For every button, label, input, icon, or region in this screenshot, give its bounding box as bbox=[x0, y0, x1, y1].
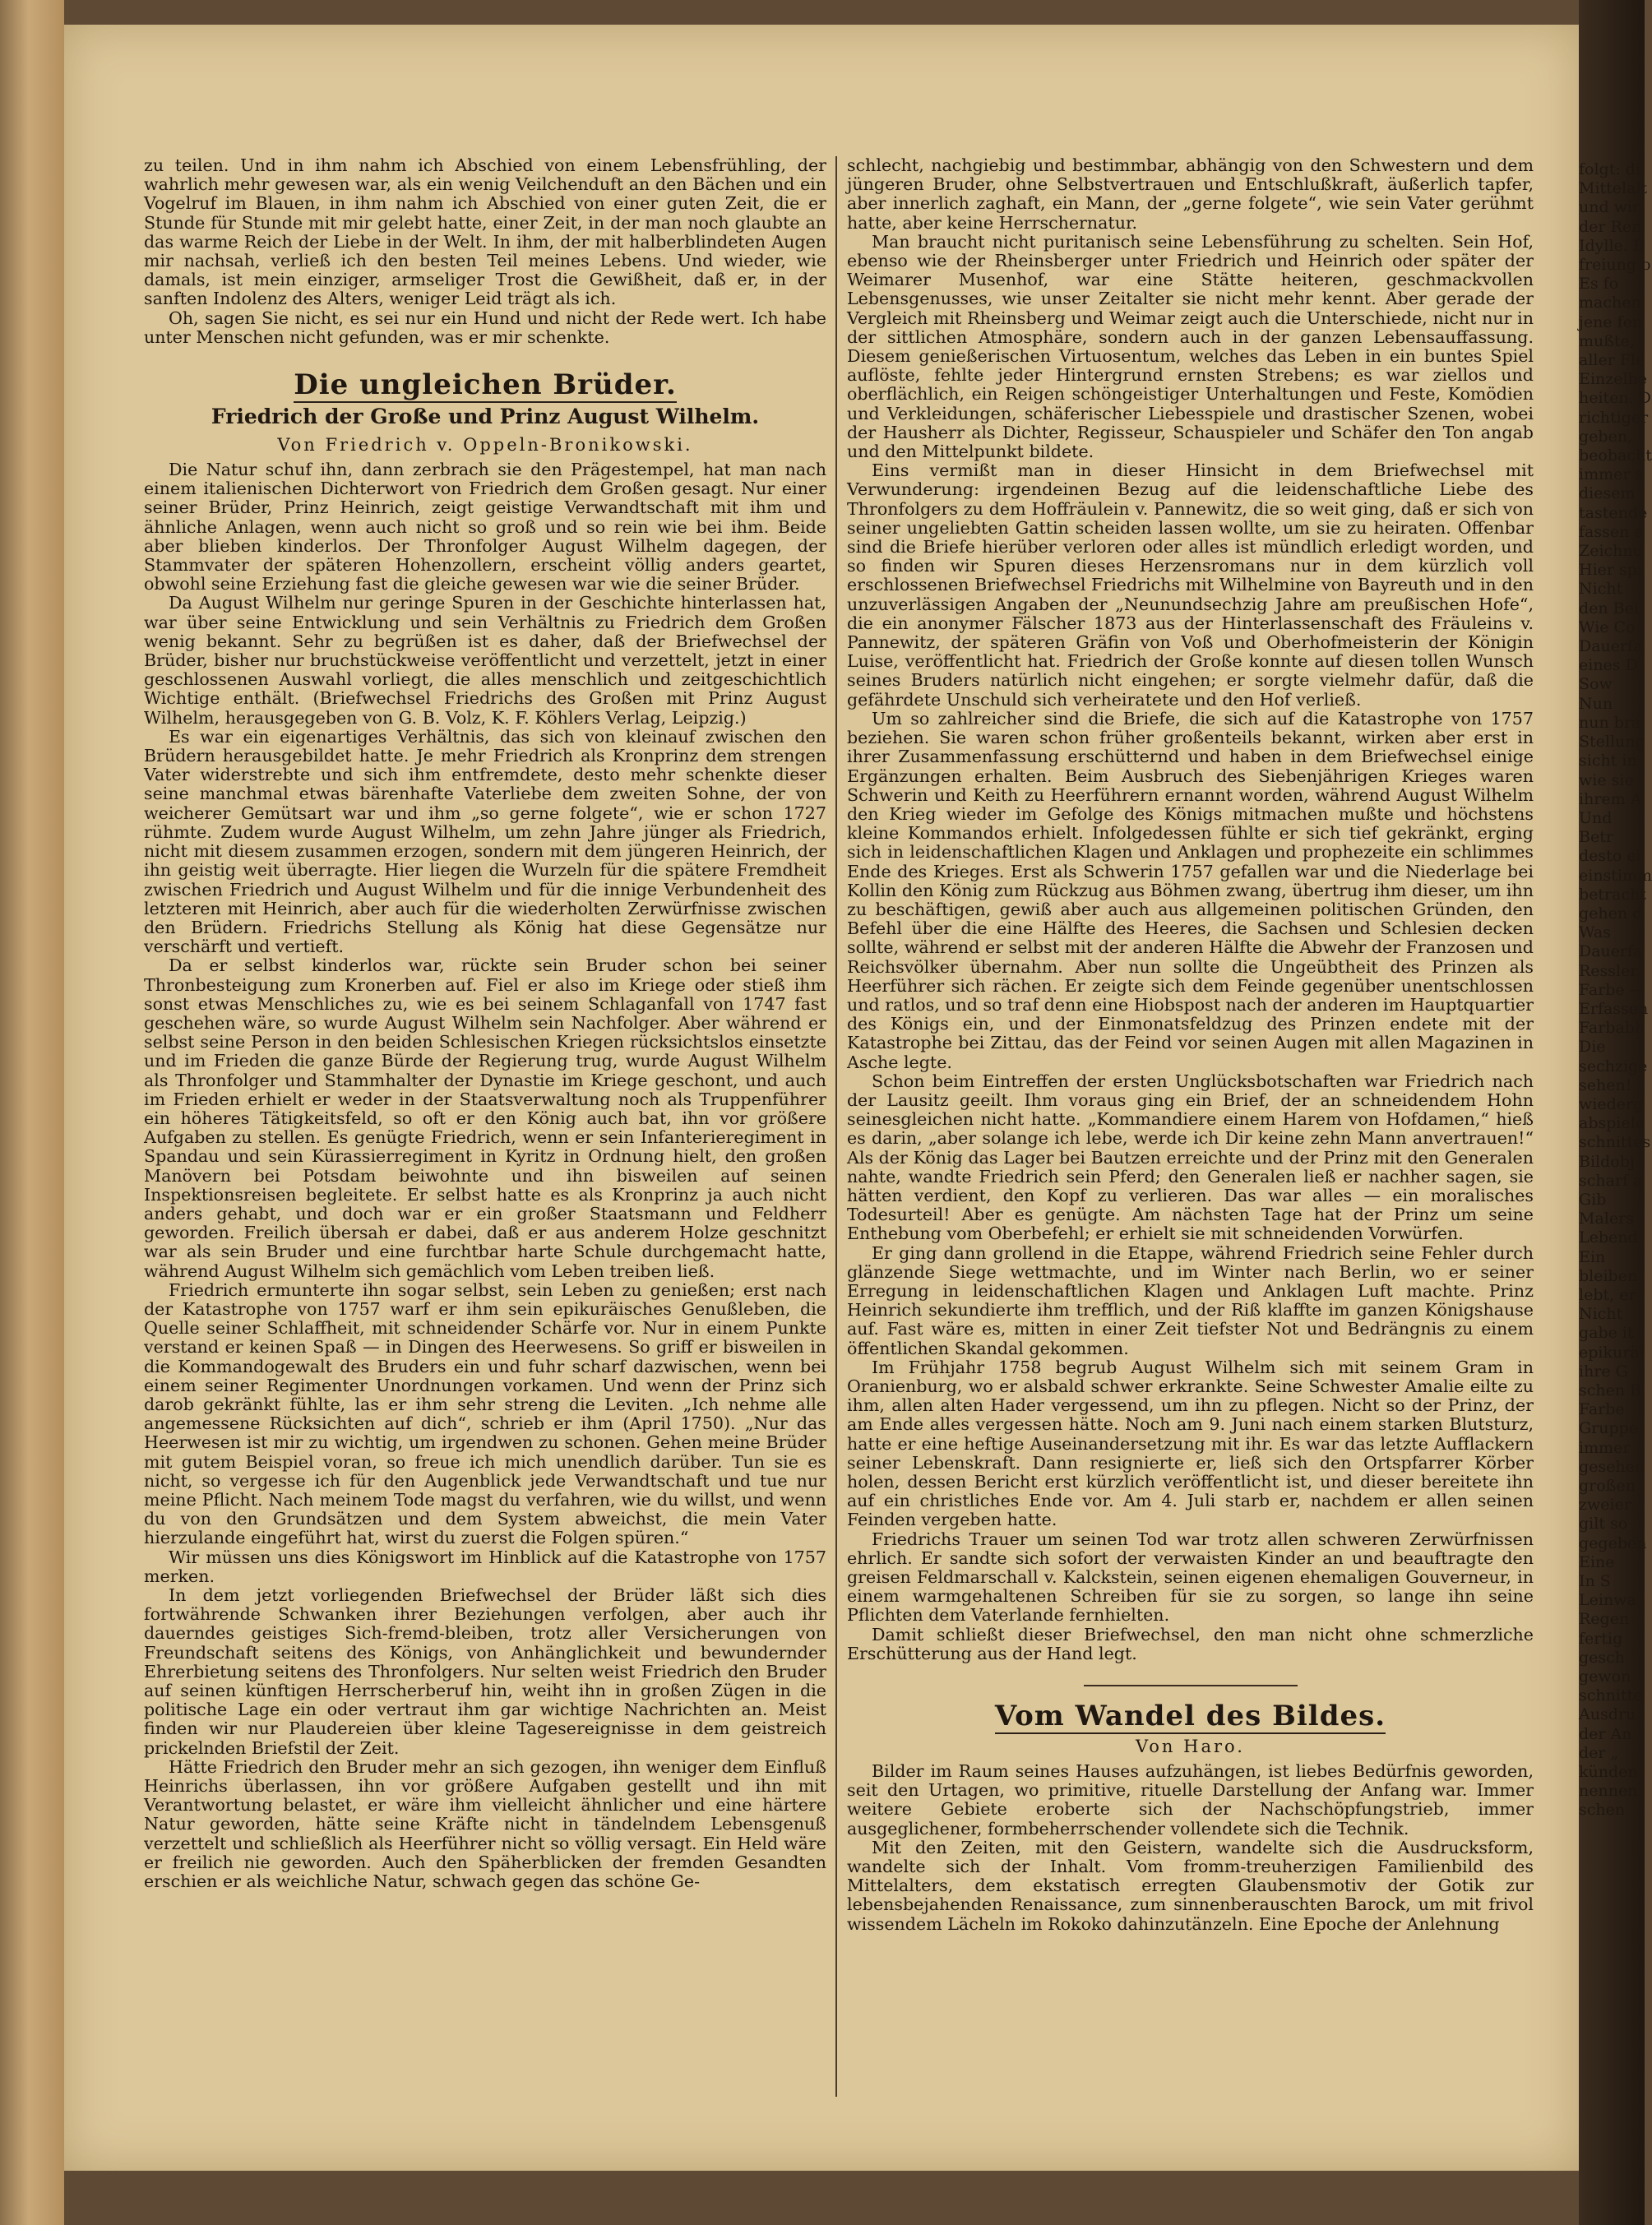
article-title: Vom Wandel des Bildes. bbox=[994, 1700, 1386, 1733]
next-page-fragment: In S bbox=[1579, 1572, 1611, 1591]
next-page-fragment: Eine bbox=[1579, 1552, 1615, 1571]
next-page-fragment: wie sie bbox=[1579, 770, 1634, 789]
next-page-fragment: immer s bbox=[1579, 465, 1644, 484]
next-page-fragment: tastende bbox=[1579, 503, 1648, 522]
next-page-fragment: Die bbox=[1579, 1038, 1606, 1057]
article-byline: Von Haro. bbox=[1136, 1737, 1245, 1757]
next-page-fragment: betracht bbox=[1579, 885, 1646, 904]
next-page-fragment: Nun bbox=[1579, 694, 1613, 713]
next-page-fragment: Und bbox=[1579, 808, 1613, 827]
article-paragraph: Mit den Zeiten, mit den Geistern, wandelte sich die Ausdrucksform, wandelte sich der Inhalt. Vom fromm-treuherzigen Familienbild des Mittelalters, dem ekstatisch erregten Glaubensmotiv der Gotik zur lebensbejahenden Renaissance, zum sinnenberauschten Barock, um mit frivol wissendem Lächeln im Rokoko dahinzutänzeln. Eine Epoche der Anlehnung bbox=[847, 1837, 1534, 1934]
next-page-fragment: Gib bbox=[1579, 1190, 1607, 1209]
next-page-fragment: Ein bbox=[1579, 1247, 1606, 1266]
next-page-fragment: Mittelalt bbox=[1579, 179, 1648, 198]
article-paragraph: Es war ein eigenartiges Verhältnis, das sich von kleinauf zwischen den Brüdern herausgebildet hatte. Je mehr Friedrich als Kronprinz dem strengen Vater widerstrebte und sich ihm entfremdete, desto mehr schenkte dieser seine manchmal etwas bärenhafte Vaterliebe dem zweiten Sohne, der von weicherer Gemütsart war und ihm „so gerne folgete“, wie er schon 1727 rühmte. Zudem wurde August Wilhelm, um zehn Jahre jünger als Friedrich, nicht mit diesem zusammen erzogen, sondern mit dem jüngeren Heinrich, der ihn geistig weit überragte. Hier liegen die Wurzeln für die spätere Fremdheit zwischen Friedrich und August Wilhelm und für die innige Verbundenheit des letzteren mit Heinrich, aber auch für die wiederholten Zerwürfnisse zwischen den Brüdern. Friedrichs Stellung als König hat diese Gegensätze nur verschärft und vertieft. bbox=[144, 726, 826, 957]
next-page-fragment: diesem bbox=[1579, 484, 1636, 503]
next-page-fragment: Erfassen bbox=[1579, 999, 1649, 1018]
article-paragraph: Damit schließt dieser Briefwechsel, den man nicht ohne schmerzliche Erschütterung aus der Hand legt. bbox=[847, 1624, 1534, 1663]
next-page-fragment: der Ren bbox=[1579, 217, 1642, 236]
article-paragraph: Im Frühjahr 1758 begrub August Wilhelm sich mit seinem Gram in Oranienburg, wo er alsbald schwer erkrankte. Seine Schwester Amalie eilte zu ihm, allen alten Hader vergessend, um ihn zu pflegen. Nicht so der Prinz, der am Ende alles vergessen hätte. Noch am 9. Juni nach einem starken Blutsturz, hatte er eine heftige Auseinandersetzung mit ihr. Es war das letzte Aufflackern seiner Lebenskraft. Dann resignierte er, ließ sich den Ortspfarrer Körber holen, dessen Bericht erst kürzlich veröffentlicht ist, und dieser bereitete ihn auf ein christliches Ende vor. Am 4. Juli starb er, nachdem er allen seinen Feinden vergeben hatte. bbox=[847, 1357, 1534, 1530]
next-page-fragment: wiederg bbox=[1579, 1094, 1644, 1113]
article-title: Die ungleichen Brüder. bbox=[294, 368, 677, 402]
next-page-fragment: ihre G bbox=[1579, 1362, 1628, 1381]
next-page-fragment: Ressler. bbox=[1579, 961, 1641, 980]
next-page-fragment: ihrem A bbox=[1579, 789, 1642, 808]
next-page-fragment: Bildobj bbox=[1579, 1152, 1635, 1171]
article-paragraph: Eins vermißt man in dieser Hinsicht in dem Briefwechsel mit Verwunderung: irgendeinen Bezug auf die leidenschaftliche Liebe des Thronfolgers zu dem Hoffräulein v. Pannewitz, die so weit ging, daß er sich von seiner ungeliebten Gattin scheiden lassen wollte, um sie zu heiraten. Offenbar sind die Briefe hierüber verloren oder alles ist mündlich erledigt worden, und so finden wir Spuren dieses Herzensromans nur in dem kürzlich voll erschlossenen Briefwechsel Friedrichs mit Wilhelmine von Bayreuth und in den unzuverlässigen Angaben der „Neunundsechzig Jahre am preußischen Hofe“, die ein anonymer Fälscher 1873 aus der Hinterlassenschaft des Fräuleins v. Pannewitz, der späteren Gräfin von Voß und Oberhofmeisterin der Königin Luise, veröffentlicht hat. Friedrich der Große konnte auf diesen tollen Wunsch seines Bruders natürlich nicht eingehen; er sorgte vielmehr dafür, daß die gefährdete Unschuld sich verheiratete und den Hof verließ. bbox=[847, 460, 1534, 710]
next-page-fragment: schnitte bbox=[1579, 1686, 1643, 1705]
article-paragraph: Hätte Friedrich den Bruder mehr an sich gezogen, ihn weniger dem Einfluß Heinrichs überlassen, ihn vor größere Aufgaben gestellt und ihn mit Verantwortung belastet, er wäre ihm vielleicht ähnlicher und eine härtere Natur geworden, hätte seine Kräfte nicht in tändelndem Lebensgenuß verzettelt und schließlich als Heerführer nicht so völlig versagt. Ein Held wäre er freilich nie geworden. Auch den Späherblicken der fremden Gesandten erschien er als weichliche Natur, schwach gegen das schöne Ge- bbox=[144, 1756, 826, 1892]
next-page-fragment: sechzige bbox=[1579, 1057, 1648, 1075]
next-page-fragment: machen bbox=[1579, 294, 1641, 312]
next-page-fragment: sicht in bbox=[1579, 752, 1637, 770]
next-page-fragment: Dauerfa bbox=[1579, 637, 1643, 656]
next-page-fragment: Idylle. D bbox=[1579, 236, 1646, 255]
next-page-fragment: richtiger bbox=[1579, 408, 1649, 427]
left-column bbox=[144, 156, 826, 1891]
next-page-fragment: schen B bbox=[1579, 1381, 1642, 1399]
next-page-fragment: Leinwa bbox=[1579, 1591, 1636, 1610]
next-page-fragment: Hier spr bbox=[1579, 561, 1645, 580]
article-paragraph: Bilder im Raum seines Hauses aufzuhängen, ist liebes Bedürfnis geworden, seit den Urtagen, wo primitive, rituelle Darstellung der Anfang war. Immer weitere Gebiete eroberte sich der Nachschöpfungstrieb, immer ausgeglichener, formbeherrschender vollendete sich die Technik. bbox=[847, 1761, 1534, 1839]
section-divider bbox=[1084, 1685, 1298, 1686]
article-paragraph: Er ging dann grollend in die Etappe, während Friedrich seine Fehler durch glänzende Siege wettmachte, und im Winter nach Berlin, wo er seiner Erregung in leidenschaftlichen Klagen und Anklagen Luft machte. Prinz Heinrich sekundierte ihm trefflich, und der Riß klaffte im ganzen Königshause auf. Fast wäre es, mitten in einer Zeit tiefster Not und Bedrängnis zu einem öffentlichen Skandal gekommen. bbox=[847, 1242, 1534, 1358]
article-paragraph: schlecht, nachgiebig und bestimmbar, abhängig von den Schwestern und dem jüngeren Bruder, ohne Selbstvertrauen und Entschlußkraft, äußerlich tapfer, aber innerlich zaghaft, ein Mann, der „gerne folgete“, wie sein Vater gerühmt hatte, aber keine Herrschernatur. bbox=[847, 155, 1534, 233]
next-page-fragment: Einzelhe bbox=[1579, 370, 1647, 389]
next-page-fragment: der „ bbox=[1579, 1743, 1619, 1762]
next-page-fragment: freiung o bbox=[1579, 256, 1651, 275]
article-paragraph: Da er selbst kinderlos war, rückte sein Bruder schon bei seiner Thronbesteigung zum Kronerben auf. Fiel er also im Kriege oder stieß ihm sonst etwas Menschliches zu, wie es bei seinem Schlaganfall von 1747 fast geschehen wäre, so wurde August Wilhelm sein Nachfolger. Aber während er selbst seine Person in den beiden Schlesischen Kriegen rücksichtslos einsetzte und im Frieden die ganze Bürde der Regierung trug, wurde August Wilhelm als Thronfolger und Stammhalter der Dynastie im Kriege geschont, und auch im Frieden erhielt er weder in der Staatsverwaltung noch als Truppenführer ein höheres Tätigkeitsfeld, so oft er den König auch bat, ihn vor größere Aufgaben zu stellen. Es genügte Friedrich, wenn er sein Infanterieregiment in Spandau und sein Kürassierregiment in Kyritz in Ordnung hielt, den großen Manövern bei Potsdam beiwohnte und ihn bisweilen auf seinen Inspektionsreisen begleitete. Er selbst hatte es als Kronprinz ja auch nicht anders gehabt, und doch war er ein großer Staatsmann und Feldherr geworden. Freilich übersah er dabei, daß er aus anderem Holze geschnitzt war als sein Bruder und eine furchtbar harte Schule durchgemacht hatte, während August Wilhelm sich gemächlich vom Leben treiben ließ. bbox=[144, 955, 826, 1281]
next-page-fragment: jene fen bbox=[1579, 312, 1643, 331]
next-page-fragment: Es fo bbox=[1579, 275, 1619, 294]
next-page-fragment: geben, bbox=[1579, 427, 1633, 446]
next-page-fragment: scharf a bbox=[1579, 1171, 1643, 1190]
article-paragraph: Um so zahlreicher sind die Briefe, die sich auf die Katastrophe von 1757 beziehen. Sie waren schon früher großenteils bekannt, wirken aber erst in ihrer Zusammenfassung erschütternd und haben in dem Briefwechsel einige Ergänzungen erhalten. Beim Ausbruch des Siebenjährigen Krieges waren Schwerin und Keith zu Heerführern ernannt worden, während August Wilhelm den Krieg wieder im Gefolge des Königs mitmachen mußte und höchstens kleine Kommandos erhielt. Infolgedessen fühlte er sich tief gekränkt, erging sich in leidenschaftlichen Klagen und Anklagen und prophezeite ein schlimmes Ende des Krieges. Erst als Schwerin 1757 gefallen war und die Niederlage bei Kollin den König zum Rückzug aus Böhmen zwang, übertrug ihm dieser, um ihn zu beschäftigen, gewiß aber auch aus allgemeinen politischen Gründen, den Befehl über die eine Hälfte des Heeres, die Sachsen und Schlesien decken sollte, während er selbst mit der anderen Hälfte die Abwehr der Franzosen und Reichsvölker übernahm. Aber nun sollte die Ungeübtheit des Prinzen als Heerführer sich rächen. Er zeigte sich dem Feinde gegenüber unentschlossen und ratlos, und so traf denn eine Hiobspost nach der anderen im Hauptquartier des Königs ein, und der Einmonatsfeldzug des Prinzen endete mit der Katastrophe bei Zittau, das der Feind vor seinen Augen mit allen Magazinen in Asche legte. bbox=[847, 708, 1534, 1072]
next-page-fragment: zweier bbox=[1579, 1496, 1631, 1515]
next-page-fragment: Lebend bbox=[1579, 1228, 1638, 1247]
next-page-fragment: Farbe bbox=[1579, 1400, 1625, 1419]
next-page-fragment: bleiben bbox=[1579, 1266, 1638, 1285]
next-page-fragment: fassen a bbox=[1579, 522, 1644, 541]
next-page-fragment: künden bbox=[1579, 1763, 1638, 1782]
next-page-fragment: gabe it bbox=[1579, 1324, 1634, 1343]
next-page-fragment: fertig bbox=[1579, 1629, 1623, 1648]
next-page-fragment: immer bbox=[1579, 1438, 1631, 1457]
article-paragraph: In dem jetzt vorliegenden Briefwechsel der Brüder läßt sich dies fortwährende Schwanken ihrer Beziehungen verfolgen, aber auch ihr dauerndes geistiges Sich-fremd-bleiben, trotz aller Versicherungen von Freundschaft seitens des Königs, von Anhänglichkeit und bewundernder Ehrerbietung seitens des Thronfolgers. Nur selten weist Friedrich den Bruder auf seinen künftigen Herrscherberuf hin, weiht ihn in großen Zügen in die politische Lage ein oder vertraut ihm gar wichtige Nachrichten an. Meist finden wir nur Plaudereien über kleine Tagesereignisse in dem geistreich prickelnden Briefstil der Zeit. bbox=[144, 1585, 826, 1758]
next-page-fragment: Nicht bbox=[1579, 580, 1623, 599]
next-page-fragment: einstimm bbox=[1579, 866, 1652, 885]
next-page-fragment: gilt so bbox=[1579, 1515, 1628, 1533]
article-paragraph: Wir müssen uns dies Königswort im Hinblick auf die Katastrophe von 1757 merken. bbox=[144, 1547, 826, 1586]
next-page-fragment: mußte, bbox=[1579, 331, 1635, 350]
next-page-fragment: heiten. D bbox=[1579, 389, 1651, 408]
next-page-fragment: Regen bbox=[1579, 1610, 1630, 1629]
article-paragraph: Da August Wilhelm nur geringe Spuren in der Geschichte hinterlassen hat, war über seine Entwicklung und sein Verhältnis zu Friedrich dem Großen wenig bekannt. Sehr zu begrüßen ist es daher, daß der Briefwechsel der Brüder, bisher nur bruchstückweise veröffentlicht und verzettelt, jetzt in einer geschlossenen Auswahl vorliegt, die alles menschlich und zeitgeschichtlich Wichtige enthält. (Briefwechsel Friedrichs des Großen mit Prinz August Wilhelm, herausgegeben von G. B. Volz, K. F. Köhlers Verlag, Leipzig.) bbox=[144, 593, 826, 728]
next-page-fragment: der An bbox=[1579, 1724, 1632, 1743]
column-rule bbox=[835, 156, 837, 2097]
next-page-fragment: beobacht bbox=[1579, 446, 1652, 465]
article-paragraph: Man braucht nicht puritanisch seine Lebensführung zu schelten. Sein Hof, ebenso wie der Rheinsberger unter Friedrich und Heinrich oder später der Weimarer Musenhof, war eine Stätte heiteren, geschmackvollen Lebensgenusses, wie unser Zeitalter sie nicht mehr kennt. Aber gerade der Vergleich mit Rheinsberg und Weimar zeigt auch die Unterschiede, nicht nur in der sittlichen Atmosphäre, sondern auch in der ganzen Lebensauffassung. Diesem genießerischen Virtuosentum, welches das Leben in ein buntes Spiel auflöste, fehlte jeder Hintergrund ernsten Strebens; es war ziellos und oberflächlich, ein Reigen schöngeistiger Unterhaltungen und Feste, Komödien und Verkleidungen, schäferischer Liebesspiele und drastischer Szenen, wobei der Hausherr als Dichter, Regisseur, Schauspieler und Schäfer den Ton angab und den Mittelpunkt bildete. bbox=[847, 231, 1534, 462]
intro-paragraph: zu teilen. Und in ihm nahm ich Abschied von einem Lebensfrühling, der wahrlich mehr gewesen war, als ein wenig Veilchenduft an den Bächen und ein Vogelruf im Blauen, in ihm nahm ich Abschied von einer guten Zeit, die er Stunde für Stunde mit mir gelebt hatte, einer Zeit, in der man noch glaubte an das warme Reich der Liebe in der Welt. In ihm, der mit halberblindeten Augen mir nachsah, verließ ich den besten Teil meines Lebens. Und wieder, wie damals, ist mein einziger, armseliger Trost die Gewißheit, daß er, in der sanften Indolenz des Alters, weniger Leid trägt als ich. bbox=[144, 155, 826, 309]
next-page-fragment: gehen d bbox=[1579, 904, 1643, 923]
next-page-fragment: Was bbox=[1579, 923, 1611, 942]
next-page-fragment: gegeben bbox=[1579, 1533, 1647, 1552]
next-page-fragment: großen bbox=[1579, 1477, 1636, 1496]
article-paragraph: Die Natur schuf ihn, dann zerbrach sie den Prägestempel, hat man nach einem italienischen Dichterwort von Friedrich dem Großen gesagt. Nur einer seiner Brüder, Prinz Heinrich, zeigt geistige Verwandtschaft mit ihm und ähnliche Anlagen, wenn auch nicht so groß und so rein wie bei ihm. Beide aber blieben kinderlos. Der Thronfolger August Wilhelm dagegen, der Stammvater der späteren Hohenzollern, erscheint völlig anders geartet, obwohl seine Erziehung fast die gleiche gewesen war wie die seiner Brüder. bbox=[144, 460, 826, 594]
next-page-fragment: schen bbox=[1579, 1801, 1626, 1820]
next-page-fragment: eines D bbox=[1579, 656, 1638, 675]
next-page-fragment: Stellung bbox=[1579, 733, 1645, 752]
next-page-fragment: Sow bbox=[1579, 675, 1613, 694]
article-subtitle: Friedrich der Große und Prinz August Wilhelm. bbox=[211, 405, 760, 429]
next-page-fragment: Farbabh bbox=[1579, 1019, 1645, 1038]
next-page-fragment: epikuräi bbox=[1579, 1343, 1645, 1362]
next-page-fragment: den Bei bbox=[1579, 599, 1639, 618]
next-page-fragment: Ausdru bbox=[1579, 1705, 1636, 1724]
next-page-fragment: Malers bbox=[1579, 1210, 1634, 1228]
next-page-fragment: lebt, er bbox=[1579, 1285, 1636, 1304]
next-page-fragment: sehen! bbox=[1579, 1075, 1632, 1094]
next-page-fragment: Farbe — bbox=[1579, 980, 1645, 999]
book-binding bbox=[0, 0, 64, 2225]
next-page-edge-column bbox=[1579, 160, 1652, 1820]
next-page-fragment: aller Fle bbox=[1579, 351, 1645, 370]
next-page-fragment: und wir bbox=[1579, 198, 1640, 217]
next-page-fragment: Betr bbox=[1579, 828, 1613, 847]
next-page-fragment: Zeichnu bbox=[1579, 542, 1643, 561]
article-paragraph: Friedrichs Trauer um seinen Tod war trotz allen schweren Zerwürfnissen ehrlich. Er sandte sich sofort der verwaisten Kinder an und beauftragte den greisen Feldmarschall v. Kalckstein, seinen eigenen ehemaligen Gouverneur, in einem warmgehaltenen Schreiben für sie zu sorgen, so lange ihn seine Pflichten dem Vaterlande fernhielten. bbox=[847, 1529, 1534, 1626]
next-page-fragment: Nicht bbox=[1579, 1305, 1623, 1324]
article-paragraph: Schon beim Eintreffen der ersten Unglücksbotschaften war Friedrich nach der Lausitz geeilt. Ihm voraus ging ein Brief, der an schneidendem Hohn seinesgleichen nicht hatte. „Kommandiere einem Harem von Hofdamen,“ hieß es darin, „aber solange ich lebe, werde ich Dir keine zehn Mann anvertrauen!“ Als der König das Lager bei Bautzen erreichte und der Prinz mit den Generalen nahte, wandte Friedrich sein Pferd; den Generalen ließ er nachher sagen, sie hätten verdient, den Kopf zu verlieren. Das war alles — ein moralisches Todesurteil! Aber es genügte. Am nächsten Tage hat der Prinz um seine Enthebung vom Oberbefehl; er erhielt sie mit schneidenden Vorwürfen. bbox=[847, 1071, 1534, 1244]
middle-column bbox=[847, 156, 1534, 1934]
next-page-fragment: Gruppe bbox=[1579, 1419, 1639, 1438]
intro-paragraph: Oh, sagen Sie nicht, es sei nur ein Hund und nicht der Rede wert. Ich habe unter Menschen nicht gefunden, was er mir schenkte. bbox=[144, 308, 826, 347]
next-page-fragment: Wie Co bbox=[1579, 618, 1636, 636]
next-page-fragment: nun bra bbox=[1579, 713, 1641, 732]
next-page-fragment: nennen bbox=[1579, 1782, 1638, 1801]
next-page-fragment: folgt: di bbox=[1579, 160, 1641, 178]
next-page-fragment: desto ei bbox=[1579, 847, 1641, 866]
article-paragraph: Friedrich ermunterte ihn sogar selbst, sein Leben zu genießen; erst nach der Katastrophe von 1757 warf er ihm sein epikuräisches Genußleben, die Quelle seiner Schlaffheit, mit schneidender Schärfe vor. Nur in einem Punkte verstand er keinen Spaß — in Dingen des Heerwesens. So griff er bisweilen in die Kommandogewalt des Bruders ein und fuhr scharf dazwischen, wenn bei einem seiner Regimenter Unordnungen vorkamen. Und wenn der Prinz sich darob gekränkt fühlte, las er ihm sehr streng die Leviten. „Ich nehme alle angemessene Rücksichten auf dich“, schrieb er ihm (April 1750). „Nur das Heerwesen ist mir zu wichtig, um irgendwen zu schonen. Gehen meine Brüder mit gutem Beispiel voran, so freue ich mich unendlich darüber. Tun sie es nicht, so vergesse ich für den Augenblick jede Verwandtschaft und tue nur meine Pflicht. Nach meinem Tode magst du verfahren, wie du willst, und wenn du von den Grundsätzen und dem System abweichst, die mein Vater hierzulande eingeführt hat, wirst du zuerst die Folgen spüren.“ bbox=[144, 1279, 826, 1548]
article-byline: Von Friedrich v. Oppeln-Bronikowski. bbox=[277, 435, 693, 456]
next-page-fragment: Dauerfa bbox=[1579, 942, 1643, 961]
next-page-fragment: gewon bbox=[1579, 1668, 1631, 1686]
next-page-fragment: abspiele bbox=[1579, 1114, 1645, 1133]
next-page-fragment: gesehen bbox=[1579, 1457, 1645, 1476]
next-page-fragment: gesch bbox=[1579, 1648, 1626, 1667]
next-page-fragment: schnittes bbox=[1579, 1133, 1651, 1152]
